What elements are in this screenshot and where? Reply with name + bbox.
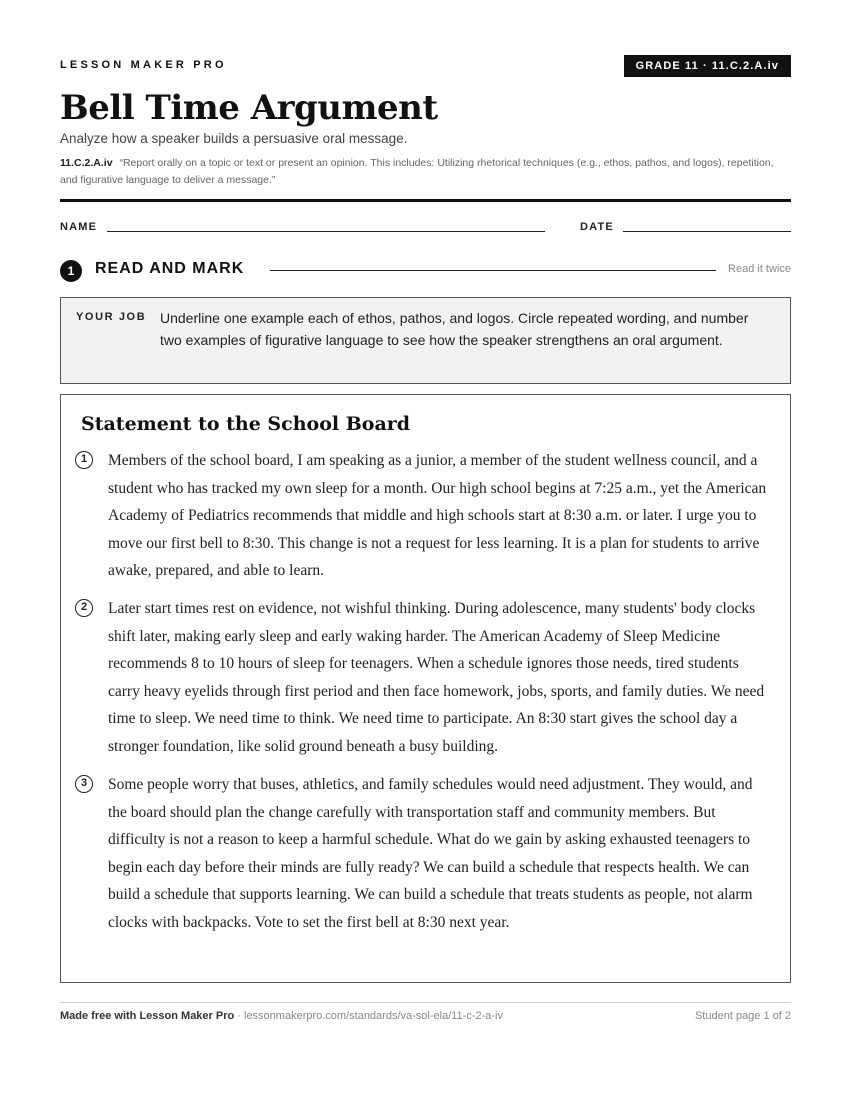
job-label: YOUR JOB xyxy=(76,311,147,323)
name-label: NAME xyxy=(60,221,98,233)
section-title: READ AND MARK xyxy=(95,260,245,277)
paragraph-1: Members of the school board, I am speaking as a junior, a member of the student wellness council, and a student who has tracked my own sleep for a month. Our high school begins at 7:25 a.m., yet the American Academy of Pediatrics recommends that middle and high schools start at 8:30 a.m. or later. I urge you to move our first bell to 8:30. This change is not a request for less learning. It is a plan for students to arrive awake, prepared, and able to learn. xyxy=(108,452,767,580)
paragraph-number-1: 1 xyxy=(75,451,93,469)
footer-url: · lessonmakerpro.com/standards/va-sol-ela/11-c-2-a-iv xyxy=(234,1010,503,1022)
page-subtitle: Analyze how a speaker builds a persuasive oral message. xyxy=(60,131,408,146)
footer-made-with: Made free with Lesson Maker Pro xyxy=(60,1010,235,1022)
footer-divider xyxy=(60,1002,791,1003)
section-rule xyxy=(270,270,716,271)
worksheet-page xyxy=(60,0,791,1100)
standard-text: “Report orally on a topic or text or present an opinion. This includes: Utilizing rhetorical techniques (e.g., ethos, pathos, and logos), repetition, and figurative language to deliver a message.” xyxy=(60,157,774,186)
date-label: DATE xyxy=(580,221,614,233)
section-note: Read it twice xyxy=(728,263,791,275)
date-field[interactable] xyxy=(623,231,791,232)
passage-title: Statement to the School Board xyxy=(81,413,411,435)
section-number-badge: 1 xyxy=(60,260,82,282)
page-title: Bell Time Argument xyxy=(60,88,438,128)
page-count: Student page 1 of 2 xyxy=(694,1010,791,1022)
header-bar xyxy=(60,55,791,79)
name-field[interactable] xyxy=(107,231,545,232)
brand-label: LESSON MAKER PRO xyxy=(60,59,227,71)
section-header-read-and-mark xyxy=(60,258,791,280)
name-date-row xyxy=(60,219,791,235)
standard-description xyxy=(60,155,791,189)
footer xyxy=(60,1010,791,1022)
passage-box xyxy=(60,394,791,983)
grade-badge: GRADE 11 · 11.C.2.A.iv xyxy=(624,55,791,77)
header-divider xyxy=(60,199,791,202)
paragraph-3: Some people worry that buses, athletics, and family schedules would need adjustment. They would, and the board should plan the change carefully with transportation staff and community members. But difficulty is not a reason to keep a harmful schedule. What do we gain by asking exhausted teenagers to begin each day before their minds are fully ready? We can build a schedule that respects health. We can build a schedule that supports learning. We can build a schedule that treats students as people, not alarm clocks with backpacks. Vote to set the first bell at 8:30 next year. xyxy=(108,776,753,931)
job-instructions: Underline one example each of ethos, pathos, and logos. Circle repeated wording, and number two examples of figurative language to see how the speaker strengthens an oral argument. xyxy=(160,310,749,348)
paragraph-2: Later start times rest on evidence, not wishful thinking. During adolescence, many students' body clocks shift later, making early sleep and early waking harder. The American Academy of Sleep Medicine recommends 8 to 10 hours of sleep for teenagers. When a schedule ignores those needs, tired students carry heavy eyelids through first period and then face homework, jobs, sports, and family duties. We need time to sleep. We need time to think. We need time to participate. An 8:30 start gives the school day a stronger foundation, like solid ground beneath a busy building. xyxy=(108,600,765,755)
your-job-box xyxy=(60,297,791,384)
paragraph-number-3: 3 xyxy=(75,775,93,793)
paragraph-number-2: 2 xyxy=(75,599,93,617)
standard-code: 11.C.2.A.iv xyxy=(60,157,113,169)
